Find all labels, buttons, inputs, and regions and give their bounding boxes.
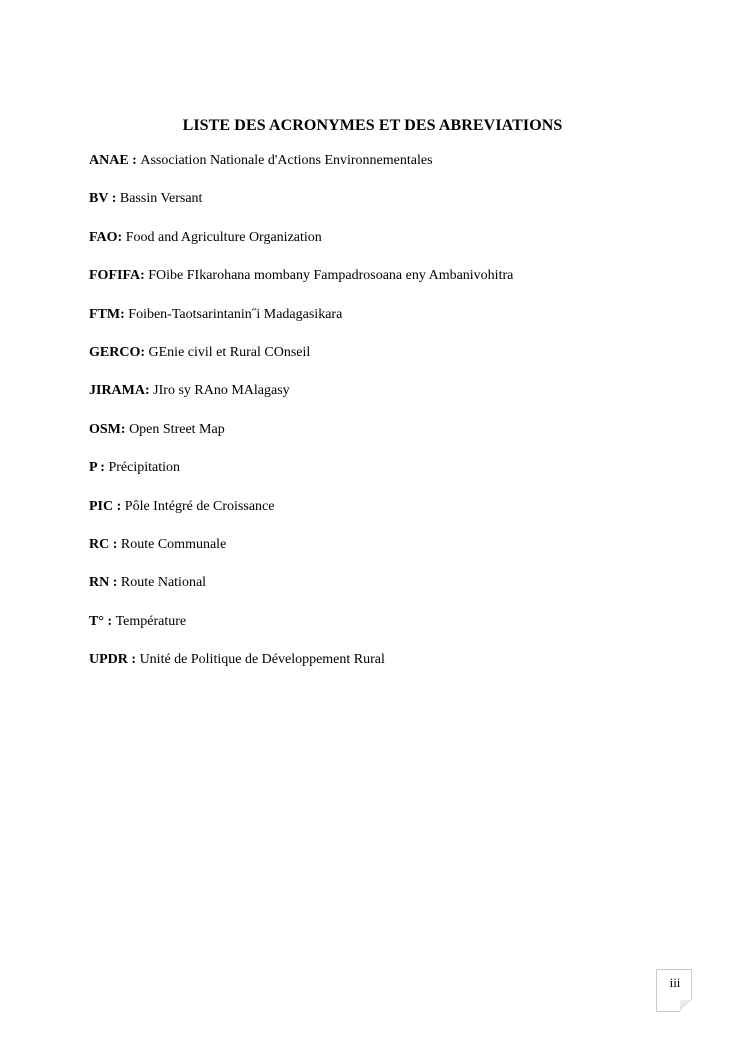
- acronym-entry-osm: [89, 421, 689, 459]
- acronym-definition: Bassin Versant: [119, 191, 203, 207]
- acronym-separator: :: [120, 306, 129, 322]
- acronym-term: OSM: [89, 421, 121, 437]
- acronym-definition: GEnie civil et Rural COnseil: [148, 344, 311, 360]
- acronym-definition: Route National: [120, 575, 207, 591]
- acronym-separator: :: [128, 153, 141, 168]
- acronym-definition: Open Street Map: [129, 421, 225, 437]
- acronym-separator: :: [109, 536, 121, 552]
- acronym-entry-gerco: [89, 344, 689, 382]
- acronym-entry-fofifa: [89, 267, 689, 305]
- page-title: LISTE DES ACRONYMES ET DES ABREVIATIONS: [182, 117, 563, 134]
- acronym-separator: :: [109, 575, 121, 591]
- acronym-term: UPDR: [89, 652, 128, 668]
- acronym-term: GERCO: [89, 344, 141, 360]
- acronym-term: FAO: [89, 229, 118, 245]
- acronym-entry-rn: [89, 574, 689, 612]
- acronym-term: T°: [89, 613, 104, 629]
- page-number-box: [656, 969, 692, 1012]
- acronym-definition: FOibe FIkarohana mombany Fampadrosoana eny Ambanivohitra: [148, 268, 514, 284]
- acronym-entry-updr: [89, 651, 689, 689]
- acronym-definition: Food and Agriculture Organization: [125, 229, 322, 245]
- acronym-entry-p: [89, 459, 689, 497]
- page-number: iii: [669, 975, 681, 990]
- acronym-term: BV: [89, 191, 109, 207]
- acronym-definition: Température: [115, 613, 187, 629]
- acronym-separator: :: [117, 229, 126, 245]
- acronym-entry-bv: [89, 190, 689, 228]
- acronym-definition: Précipitation: [108, 460, 180, 476]
- acronym-separator: :: [127, 652, 140, 668]
- acronym-term: JIRAMA: [89, 383, 145, 399]
- acronym-entry-pic: [89, 498, 689, 536]
- acronym-term: P: [89, 460, 97, 476]
- acronym-separator: :: [145, 383, 154, 399]
- acronym-entry-anae: [89, 152, 689, 190]
- acronym-entry-ftm: [89, 306, 689, 344]
- acronym-list: [89, 152, 689, 689]
- acronym-definition: Pôle Intégré de Croissance: [124, 498, 275, 514]
- acronym-definition: Unité de Politique de Développement Rural: [139, 652, 385, 668]
- acronym-definition: Route Communale: [120, 536, 227, 552]
- acronym-separator: :: [113, 498, 125, 514]
- acronym-term: RN: [89, 575, 110, 591]
- acronym-separator: :: [96, 460, 109, 476]
- acronym-definition: JIro sy RAno MAlagasy: [153, 383, 290, 399]
- acronym-definition: Foiben-Taotsarintanin˝i Madagasikara: [128, 306, 343, 322]
- acronym-entry-rc: [89, 536, 689, 574]
- acronym-definition: Association Nationale d'Actions Environnementales: [140, 153, 433, 168]
- acronym-term: ANAE: [89, 153, 129, 168]
- acronym-entry-t: [89, 613, 689, 651]
- acronym-separator: :: [120, 421, 130, 437]
- acronym-separator: :: [108, 191, 120, 207]
- acronym-separator: :: [103, 613, 116, 629]
- acronym-term: PIC: [89, 498, 114, 514]
- acronym-term: FTM: [89, 306, 121, 322]
- acronym-term: FOFIFA: [89, 268, 141, 284]
- acronym-separator: :: [140, 268, 149, 284]
- acronym-entry-jirama: [89, 382, 689, 420]
- acronym-separator: :: [140, 344, 149, 360]
- acronym-term: RC: [89, 536, 110, 552]
- acronym-entry-fao: [89, 229, 689, 267]
